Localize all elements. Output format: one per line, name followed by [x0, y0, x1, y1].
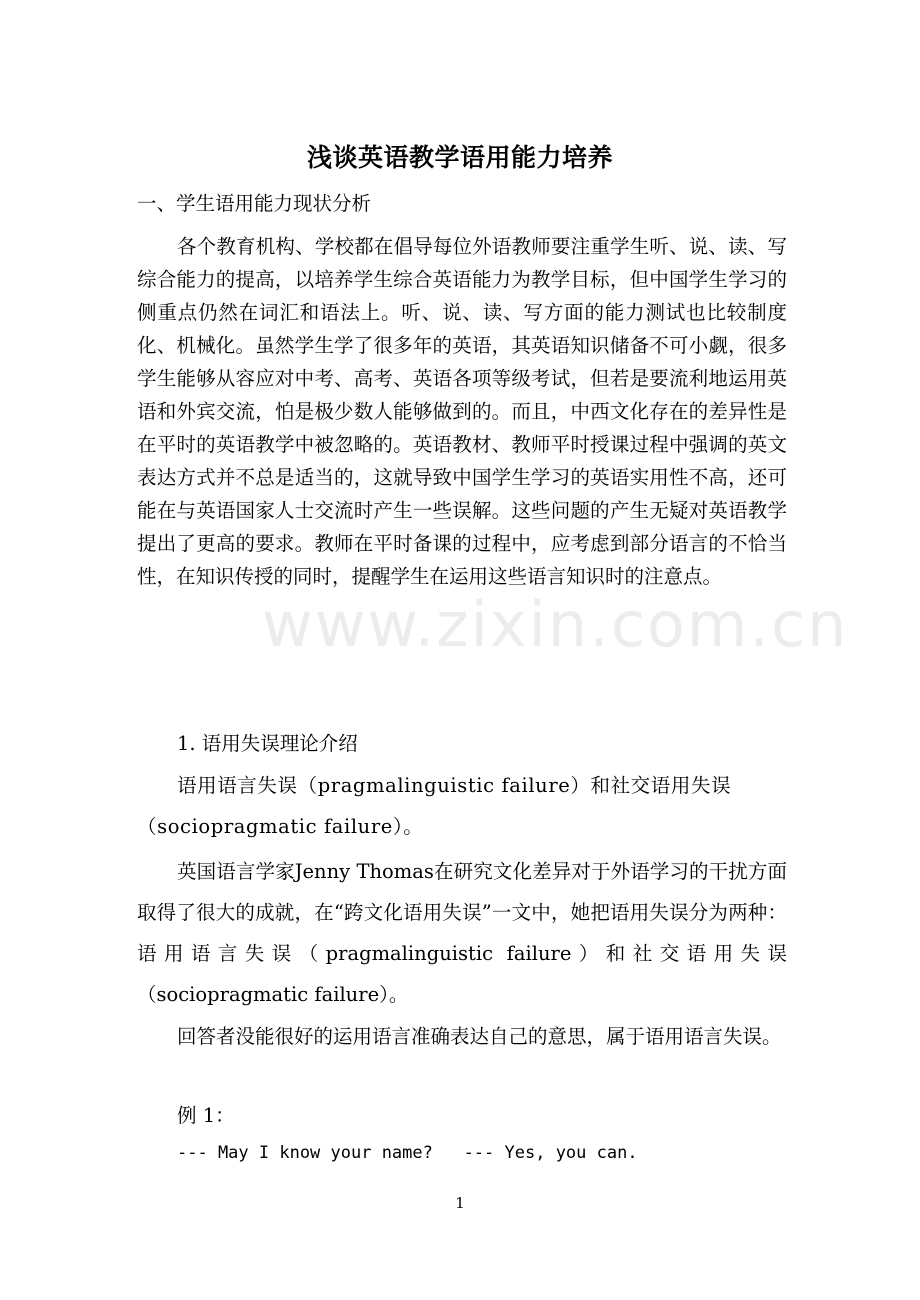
subheading-1: 1. 语用失误理论介绍	[177, 732, 358, 755]
example-label: 例 1：	[177, 1104, 235, 1127]
example-dialogue: --- May I know your name? --- Yes, you can.	[177, 1143, 638, 1163]
document-title: 浅谈英语教学语用能力培养	[306, 143, 613, 172]
paragraph-3: 英国语言学家Jenny Thomas在研究文化差异对于外语学习的干扰方面取得了很大的成就，在“跨文化语用失误”一文中，她把语用失误分为两种：语用语言失误（pragmalinguistic failure）和社交语用失误（sociopragmatic failure）。	[137, 860, 787, 1006]
paragraph-2-line-1: 语用语言失误（pragmalinguistic failure）和社交语用失误	[177, 774, 732, 797]
watermark: www.zixin.com.cn	[262, 588, 849, 661]
paragraph-2-line-2: （sociopragmatic failure）。	[137, 815, 424, 838]
section-heading: 一、学生语用能力现状分析	[137, 192, 372, 215]
paragraph-1: 各个教育机构、学校都在倡导每位外语教师要注重学生听、说、读、写综合能力的提高，以培养学生综合英语能力为教学目标，但中国学生学习的侧重点仍然在词汇和语法上。听、说、读、写方面的能力测试也比较制度化、机械化。虽然学生学了很多年的英语，其英语知识储备不可小觑，很多学生能够从容应对中考、高考、英语各项等级考试，但若是要流利地运用英语和外宾交流，怕是极少数人能够做到的。而且，中西文化存在的差异性是在平时的英语教学中被忽略的。英语教材、教师平时授课过程中强调的英文表达方式并不总是适当的，这就导致中国学生学习的英语实用性不高，还可能在与英语国家人士交流时产生一些误解。这些问题的产生无疑对英语教学提出了更高的要求。教师在平时备课的过程中，应考虑到部分语言的不恰当性，在知识传授的同时，提醒学生在运用这些语言知识时的注意点。	[137, 235, 787, 588]
page-number: 1	[455, 1194, 465, 1212]
paragraph-4: 回答者没能很好的运用语言准确表达自己的意思，属于语用语言失误。	[177, 1025, 782, 1048]
